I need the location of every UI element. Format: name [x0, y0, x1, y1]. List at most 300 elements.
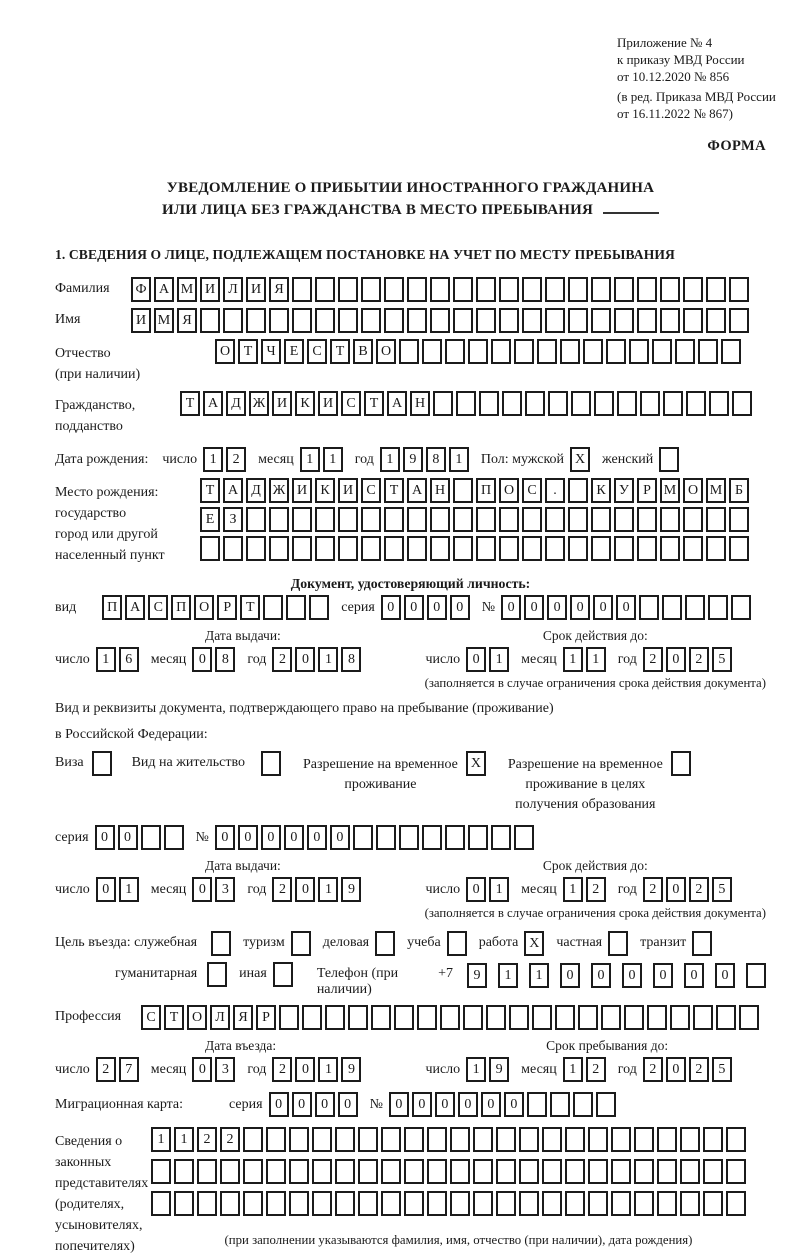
char-box[interactable]	[550, 1092, 570, 1117]
char-box[interactable]	[588, 1127, 608, 1152]
char-box[interactable]	[433, 391, 453, 416]
char-box[interactable]: А	[223, 478, 243, 503]
char-box[interactable]: 9	[467, 963, 487, 988]
char-box[interactable]	[384, 507, 404, 532]
char-box[interactable]: 9	[489, 1057, 509, 1082]
char-box[interactable]	[637, 507, 657, 532]
char-box[interactable]: К	[591, 478, 611, 503]
char-box[interactable]	[361, 507, 381, 532]
char-box[interactable]	[269, 536, 289, 561]
char-box[interactable]: Я	[233, 1005, 253, 1030]
char-box[interactable]: 3	[215, 877, 235, 902]
char-box[interactable]	[358, 1191, 378, 1216]
char-box[interactable]	[522, 507, 542, 532]
char-box[interactable]	[289, 1127, 309, 1152]
char-box[interactable]	[640, 391, 660, 416]
char-box[interactable]	[565, 1191, 585, 1216]
char-box[interactable]: 2	[643, 647, 663, 672]
char-box[interactable]	[637, 308, 657, 333]
char-box[interactable]	[683, 277, 703, 302]
char-box[interactable]	[476, 536, 496, 561]
char-box[interactable]	[200, 536, 220, 561]
char-box[interactable]: Д	[226, 391, 246, 416]
char-box[interactable]: 0	[295, 877, 315, 902]
char-box[interactable]: 0	[307, 825, 327, 850]
char-box[interactable]	[509, 1005, 529, 1030]
char-box[interactable]	[450, 1127, 470, 1152]
char-box[interactable]	[591, 308, 611, 333]
char-box[interactable]: И	[131, 308, 151, 333]
char-box[interactable]	[617, 391, 637, 416]
char-box[interactable]: Н	[430, 478, 450, 503]
char-box[interactable]: 2	[643, 877, 663, 902]
char-box[interactable]: 0	[238, 825, 258, 850]
char-box[interactable]: 0	[547, 595, 567, 620]
char-box[interactable]	[514, 339, 534, 364]
char-box[interactable]	[542, 1191, 562, 1216]
char-box[interactable]: О	[376, 339, 396, 364]
char-box[interactable]	[698, 339, 718, 364]
char-box[interactable]: О	[683, 478, 703, 503]
char-box[interactable]	[312, 1127, 332, 1152]
char-box[interactable]	[266, 1127, 286, 1152]
char-box[interactable]	[246, 507, 266, 532]
char-box[interactable]: 2	[197, 1127, 217, 1152]
char-box[interactable]	[292, 277, 312, 302]
char-box[interactable]	[634, 1127, 654, 1152]
char-box[interactable]	[479, 391, 499, 416]
char-box[interactable]: 2	[272, 1057, 292, 1082]
char-box[interactable]	[381, 1127, 401, 1152]
char-box[interactable]: В	[353, 339, 373, 364]
char-box[interactable]	[560, 339, 580, 364]
char-box[interactable]	[358, 1127, 378, 1152]
char-box[interactable]: 0	[215, 825, 235, 850]
char-box[interactable]: С	[148, 595, 168, 620]
char-box[interactable]	[197, 1191, 217, 1216]
char-box[interactable]: Ж	[249, 391, 269, 416]
char-box[interactable]	[591, 536, 611, 561]
char-box[interactable]	[407, 536, 427, 561]
char-box[interactable]: 5	[712, 647, 732, 672]
char-box[interactable]	[545, 507, 565, 532]
char-box[interactable]: 1	[489, 647, 509, 672]
char-box[interactable]: 0	[295, 647, 315, 672]
char-box[interactable]: С	[141, 1005, 161, 1030]
char-box[interactable]: 1	[119, 877, 139, 902]
char-box[interactable]	[174, 1191, 194, 1216]
char-box[interactable]	[315, 277, 335, 302]
char-box[interactable]: С	[522, 478, 542, 503]
char-box[interactable]: Т	[164, 1005, 184, 1030]
char-box[interactable]	[693, 1005, 713, 1030]
char-box[interactable]: 1	[174, 1127, 194, 1152]
char-box[interactable]: С	[307, 339, 327, 364]
char-box[interactable]: А	[154, 277, 174, 302]
char-box[interactable]	[614, 277, 634, 302]
sex-female-checkbox[interactable]	[659, 447, 679, 472]
char-box[interactable]	[637, 536, 657, 561]
char-box[interactable]: 2	[96, 1057, 116, 1082]
char-box[interactable]: 2	[689, 647, 709, 672]
char-box[interactable]	[223, 536, 243, 561]
char-box[interactable]	[606, 339, 626, 364]
char-box[interactable]: 2	[643, 1057, 663, 1082]
char-box[interactable]	[591, 277, 611, 302]
char-box[interactable]: Ф	[131, 277, 151, 302]
char-box[interactable]: 0	[504, 1092, 524, 1117]
char-box[interactable]	[445, 825, 465, 850]
char-box[interactable]: 0	[118, 825, 138, 850]
purpose-tourism-checkbox[interactable]	[291, 931, 311, 956]
char-box[interactable]	[662, 595, 682, 620]
char-box[interactable]: А	[387, 391, 407, 416]
char-box[interactable]: И	[200, 277, 220, 302]
char-box[interactable]: 0	[524, 595, 544, 620]
char-box[interactable]: 1	[380, 447, 400, 472]
char-box[interactable]	[243, 1191, 263, 1216]
char-box[interactable]	[404, 1127, 424, 1152]
visa-checkbox[interactable]	[92, 751, 112, 776]
char-box[interactable]: 0	[412, 1092, 432, 1117]
char-box[interactable]	[675, 339, 695, 364]
char-box[interactable]	[286, 595, 306, 620]
char-box[interactable]: К	[315, 478, 335, 503]
char-box[interactable]: 0	[330, 825, 350, 850]
char-box[interactable]: 0	[389, 1092, 409, 1117]
rvp-education-checkbox[interactable]	[671, 751, 691, 776]
char-box[interactable]	[568, 478, 588, 503]
char-box[interactable]	[430, 507, 450, 532]
char-box[interactable]: П	[102, 595, 122, 620]
char-box[interactable]	[263, 595, 283, 620]
char-box[interactable]	[496, 1191, 516, 1216]
char-box[interactable]: 0	[593, 595, 613, 620]
char-box[interactable]	[463, 1005, 483, 1030]
char-box[interactable]: Р	[256, 1005, 276, 1030]
char-box[interactable]	[315, 308, 335, 333]
char-box[interactable]	[394, 1005, 414, 1030]
char-box[interactable]	[496, 1127, 516, 1152]
char-box[interactable]	[680, 1127, 700, 1152]
char-box[interactable]	[522, 277, 542, 302]
char-box[interactable]: 0	[481, 1092, 501, 1117]
char-box[interactable]	[565, 1127, 585, 1152]
char-box[interactable]: Ж	[269, 478, 289, 503]
char-box[interactable]: 1	[96, 647, 116, 672]
char-box[interactable]: 0	[684, 963, 704, 988]
char-box[interactable]: 0	[591, 963, 611, 988]
char-box[interactable]	[453, 308, 473, 333]
char-box[interactable]: Я	[177, 308, 197, 333]
char-box[interactable]	[141, 825, 161, 850]
char-box[interactable]: .	[545, 478, 565, 503]
char-box[interactable]	[732, 391, 752, 416]
char-box[interactable]	[729, 536, 749, 561]
char-box[interactable]	[545, 277, 565, 302]
char-box[interactable]	[647, 1005, 667, 1030]
char-box[interactable]: И	[318, 391, 338, 416]
char-box[interactable]: 2	[586, 877, 606, 902]
char-box[interactable]	[399, 339, 419, 364]
char-box[interactable]: Р	[217, 595, 237, 620]
char-box[interactable]	[473, 1127, 493, 1152]
char-box[interactable]: 2	[689, 877, 709, 902]
char-box[interactable]	[568, 507, 588, 532]
char-box[interactable]: 1	[323, 447, 343, 472]
char-box[interactable]	[583, 339, 603, 364]
char-box[interactable]	[491, 825, 511, 850]
char-box[interactable]	[729, 277, 749, 302]
char-box[interactable]: 0	[315, 1092, 335, 1117]
char-box[interactable]	[302, 1005, 322, 1030]
char-box[interactable]	[338, 507, 358, 532]
char-box[interactable]	[456, 391, 476, 416]
char-box[interactable]	[706, 536, 726, 561]
char-box[interactable]: Т	[238, 339, 258, 364]
char-box[interactable]: Б	[729, 478, 749, 503]
char-box[interactable]: И	[246, 277, 266, 302]
char-box[interactable]	[683, 507, 703, 532]
char-box[interactable]	[703, 1127, 723, 1152]
char-box[interactable]	[381, 1191, 401, 1216]
char-box[interactable]: 2	[586, 1057, 606, 1082]
char-box[interactable]	[499, 308, 519, 333]
char-box[interactable]: 0	[427, 595, 447, 620]
char-box[interactable]	[376, 825, 396, 850]
char-box[interactable]	[746, 963, 766, 988]
char-box[interactable]: Н	[410, 391, 430, 416]
char-box[interactable]	[706, 507, 726, 532]
char-box[interactable]: 0	[404, 595, 424, 620]
char-box[interactable]	[519, 1127, 539, 1152]
char-box[interactable]	[335, 1191, 355, 1216]
char-box[interactable]	[151, 1191, 171, 1216]
char-box[interactable]	[338, 277, 358, 302]
char-box[interactable]	[325, 1005, 345, 1030]
char-box[interactable]	[371, 1005, 391, 1030]
char-box[interactable]	[537, 339, 557, 364]
char-box[interactable]	[223, 308, 243, 333]
char-box[interactable]	[594, 391, 614, 416]
char-box[interactable]	[164, 825, 184, 850]
char-box[interactable]: М	[660, 478, 680, 503]
char-box[interactable]: 0	[292, 1092, 312, 1117]
char-box[interactable]: 0	[381, 595, 401, 620]
char-box[interactable]	[361, 536, 381, 561]
char-box[interactable]	[522, 308, 542, 333]
char-box[interactable]	[591, 507, 611, 532]
char-box[interactable]	[670, 1005, 690, 1030]
char-box[interactable]	[502, 391, 522, 416]
char-box[interactable]: 0	[96, 877, 116, 902]
char-box[interactable]	[683, 536, 703, 561]
char-box[interactable]: М	[706, 478, 726, 503]
char-box[interactable]: О	[499, 478, 519, 503]
purpose-official-checkbox[interactable]	[211, 931, 231, 956]
char-box[interactable]: 0	[622, 963, 642, 988]
char-box[interactable]	[453, 277, 473, 302]
char-box[interactable]	[634, 1191, 654, 1216]
char-box[interactable]: 5	[712, 1057, 732, 1082]
char-box[interactable]	[660, 277, 680, 302]
char-box[interactable]: 2	[689, 1057, 709, 1082]
char-box[interactable]	[514, 825, 534, 850]
char-box[interactable]: 5	[712, 877, 732, 902]
char-box[interactable]	[545, 308, 565, 333]
char-box[interactable]	[427, 1191, 447, 1216]
char-box[interactable]: 1	[586, 647, 606, 672]
char-box[interactable]: 8	[341, 647, 361, 672]
char-box[interactable]	[611, 1127, 631, 1152]
char-box[interactable]	[269, 507, 289, 532]
char-box[interactable]	[729, 308, 749, 333]
char-box[interactable]: М	[154, 308, 174, 333]
char-box[interactable]: 1	[300, 447, 320, 472]
char-box[interactable]: 2	[272, 877, 292, 902]
char-box[interactable]: 1	[529, 963, 549, 988]
char-box[interactable]: С	[341, 391, 361, 416]
char-box[interactable]	[384, 536, 404, 561]
char-box[interactable]: 1	[203, 447, 223, 472]
char-box[interactable]	[568, 308, 588, 333]
char-box[interactable]	[279, 1005, 299, 1030]
char-box[interactable]	[407, 277, 427, 302]
char-box[interactable]: Д	[246, 478, 266, 503]
char-box[interactable]	[453, 536, 473, 561]
char-box[interactable]: 0	[560, 963, 580, 988]
char-box[interactable]: 0	[295, 1057, 315, 1082]
char-box[interactable]	[361, 277, 381, 302]
char-box[interactable]: 1	[563, 877, 583, 902]
char-box[interactable]: 1	[498, 963, 518, 988]
char-box[interactable]	[596, 1092, 616, 1117]
char-box[interactable]	[731, 595, 751, 620]
char-box[interactable]: Е	[284, 339, 304, 364]
char-box[interactable]	[660, 507, 680, 532]
char-box[interactable]: И	[292, 478, 312, 503]
char-box[interactable]	[220, 1191, 240, 1216]
char-box[interactable]: 0	[338, 1092, 358, 1117]
char-box[interactable]	[685, 595, 705, 620]
char-box[interactable]: 2	[272, 647, 292, 672]
char-box[interactable]	[292, 507, 312, 532]
char-box[interactable]: И	[272, 391, 292, 416]
char-box[interactable]	[573, 1092, 593, 1117]
char-box[interactable]	[453, 507, 473, 532]
char-box[interactable]: 0	[466, 647, 486, 672]
char-box[interactable]	[637, 277, 657, 302]
char-box[interactable]: 0	[450, 595, 470, 620]
char-box[interactable]: Р	[637, 478, 657, 503]
char-box[interactable]: 0	[466, 877, 486, 902]
char-box[interactable]	[445, 339, 465, 364]
char-box[interactable]: 1	[449, 447, 469, 472]
char-box[interactable]	[657, 1127, 677, 1152]
char-box[interactable]: Т	[330, 339, 350, 364]
char-box[interactable]	[292, 308, 312, 333]
char-box[interactable]	[588, 1191, 608, 1216]
char-box[interactable]	[571, 391, 591, 416]
char-box[interactable]: У	[614, 478, 634, 503]
char-box[interactable]: О	[187, 1005, 207, 1030]
char-box[interactable]: 0	[666, 1057, 686, 1082]
char-box[interactable]: Е	[200, 507, 220, 532]
char-box[interactable]	[399, 825, 419, 850]
char-box[interactable]: 0	[95, 825, 115, 850]
char-box[interactable]	[660, 536, 680, 561]
char-box[interactable]	[522, 536, 542, 561]
char-box[interactable]	[578, 1005, 598, 1030]
char-box[interactable]	[440, 1005, 460, 1030]
purpose-humanitarian-checkbox[interactable]	[207, 962, 227, 987]
char-box[interactable]	[611, 1191, 631, 1216]
char-box[interactable]	[450, 1191, 470, 1216]
char-box[interactable]: З	[223, 507, 243, 532]
char-box[interactable]	[499, 536, 519, 561]
char-box[interactable]: Т	[240, 595, 260, 620]
char-box[interactable]: 9	[403, 447, 423, 472]
char-box[interactable]	[548, 391, 568, 416]
purpose-other-checkbox[interactable]	[273, 962, 293, 987]
char-box[interactable]	[639, 595, 659, 620]
char-box[interactable]: 8	[426, 447, 446, 472]
char-box[interactable]: 0	[284, 825, 304, 850]
char-box[interactable]: 3	[215, 1057, 235, 1082]
char-box[interactable]: 1	[563, 647, 583, 672]
char-box[interactable]	[525, 391, 545, 416]
char-box[interactable]	[726, 1191, 746, 1216]
char-box[interactable]: О	[215, 339, 235, 364]
char-box[interactable]: 1	[489, 877, 509, 902]
char-box[interactable]	[338, 536, 358, 561]
char-box[interactable]: 0	[653, 963, 673, 988]
char-box[interactable]	[361, 308, 381, 333]
char-box[interactable]	[384, 277, 404, 302]
char-box[interactable]: 9	[341, 1057, 361, 1082]
char-box[interactable]: 6	[119, 647, 139, 672]
char-box[interactable]	[499, 277, 519, 302]
char-box[interactable]: Л	[223, 277, 243, 302]
char-box[interactable]: 0	[501, 595, 521, 620]
char-box[interactable]	[708, 595, 728, 620]
purpose-study-checkbox[interactable]	[447, 931, 467, 956]
char-box[interactable]	[315, 536, 335, 561]
char-box[interactable]	[680, 1191, 700, 1216]
char-box[interactable]: 0	[435, 1092, 455, 1117]
char-box[interactable]	[348, 1005, 368, 1030]
char-box[interactable]: О	[194, 595, 214, 620]
char-box[interactable]	[468, 339, 488, 364]
char-box[interactable]	[519, 1191, 539, 1216]
char-box[interactable]	[721, 339, 741, 364]
char-box[interactable]	[407, 308, 427, 333]
char-box[interactable]: А	[125, 595, 145, 620]
char-box[interactable]: Л	[210, 1005, 230, 1030]
char-box[interactable]: 0	[192, 647, 212, 672]
char-box[interactable]	[726, 1127, 746, 1152]
char-box[interactable]	[430, 277, 450, 302]
char-box[interactable]	[407, 507, 427, 532]
char-box[interactable]: 1	[318, 877, 338, 902]
char-box[interactable]: 0	[192, 877, 212, 902]
char-box[interactable]: Т	[384, 478, 404, 503]
char-box[interactable]	[430, 536, 450, 561]
char-box[interactable]	[716, 1005, 736, 1030]
char-box[interactable]	[476, 308, 496, 333]
char-box[interactable]	[532, 1005, 552, 1030]
char-box[interactable]	[289, 1191, 309, 1216]
